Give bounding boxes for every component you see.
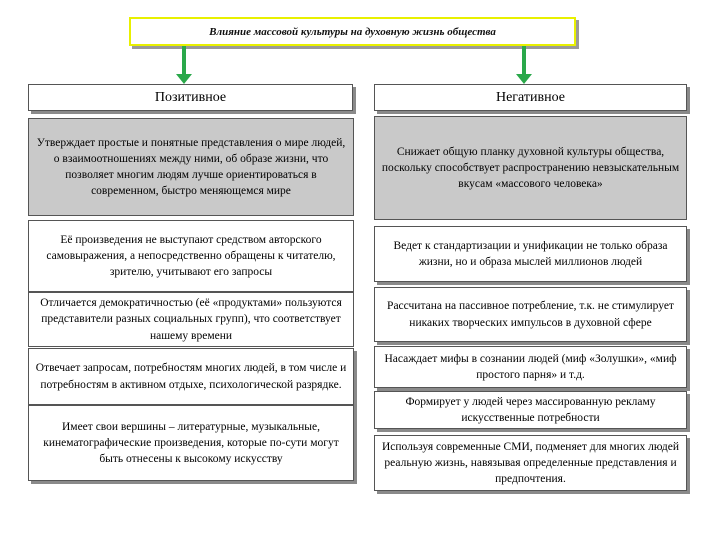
positive-item: Утверждает простые и понятные представления о мире людей, о взаимоотношениях между ними, об образе жизни, что позволяет многим людям лучше ориентироваться в современном, быстро меняющемся мире: [28, 118, 354, 216]
diagram-title: Влияние массовой культуры на духовную жизнь общества: [129, 17, 576, 46]
positive-item: Её произведения не выступают средством авторского самовыражения, а непосредственно обращены к читателю, зрителю, учитывают его запросы: [28, 220, 354, 292]
positive-header: Позитивное: [28, 84, 353, 111]
arrow-to-negative: [516, 46, 532, 84]
positive-item: Отвечает запросам, потребностям многих людей, в том числе и потребностям в активном отдыхе, психологической разрядке.: [28, 348, 354, 405]
negative-item: Формирует у людей через массированную рекламу искусственные потребности: [374, 391, 687, 429]
negative-item: Снижает общую планку духовной культуры общества, поскольку способствует распространению невзыскательным вкусам «массового человека»: [374, 116, 687, 220]
negative-item: Рассчитана на пассивное потребление, т.к. не стимулирует никаких творческих импульсов в духовной сфере: [374, 287, 687, 342]
negative-header: Негативное: [374, 84, 687, 111]
positive-item: Отличается демократичностью (её «продуктами» пользуются представители разных социальных групп), что соответствует нашему времени: [28, 292, 354, 347]
arrow-to-positive: [176, 46, 192, 84]
positive-item: Имеет свои вершины – литературные, музыкальные, кинематографические произведения, которые по-сути могут быть отнесены к высокому искусству: [28, 405, 354, 481]
negative-item: Используя современные СМИ, подменяет для многих людей реальную жизнь, навязывая определенные представления и предпочтения.: [374, 435, 687, 491]
negative-item: Насаждает мифы в сознании людей (миф «Золушки», «миф простого парня» и т.д.: [374, 346, 687, 388]
negative-item: Ведет к стандартизации и унификации не только образа жизни, но и образа мыслей миллионов людей: [374, 226, 687, 282]
